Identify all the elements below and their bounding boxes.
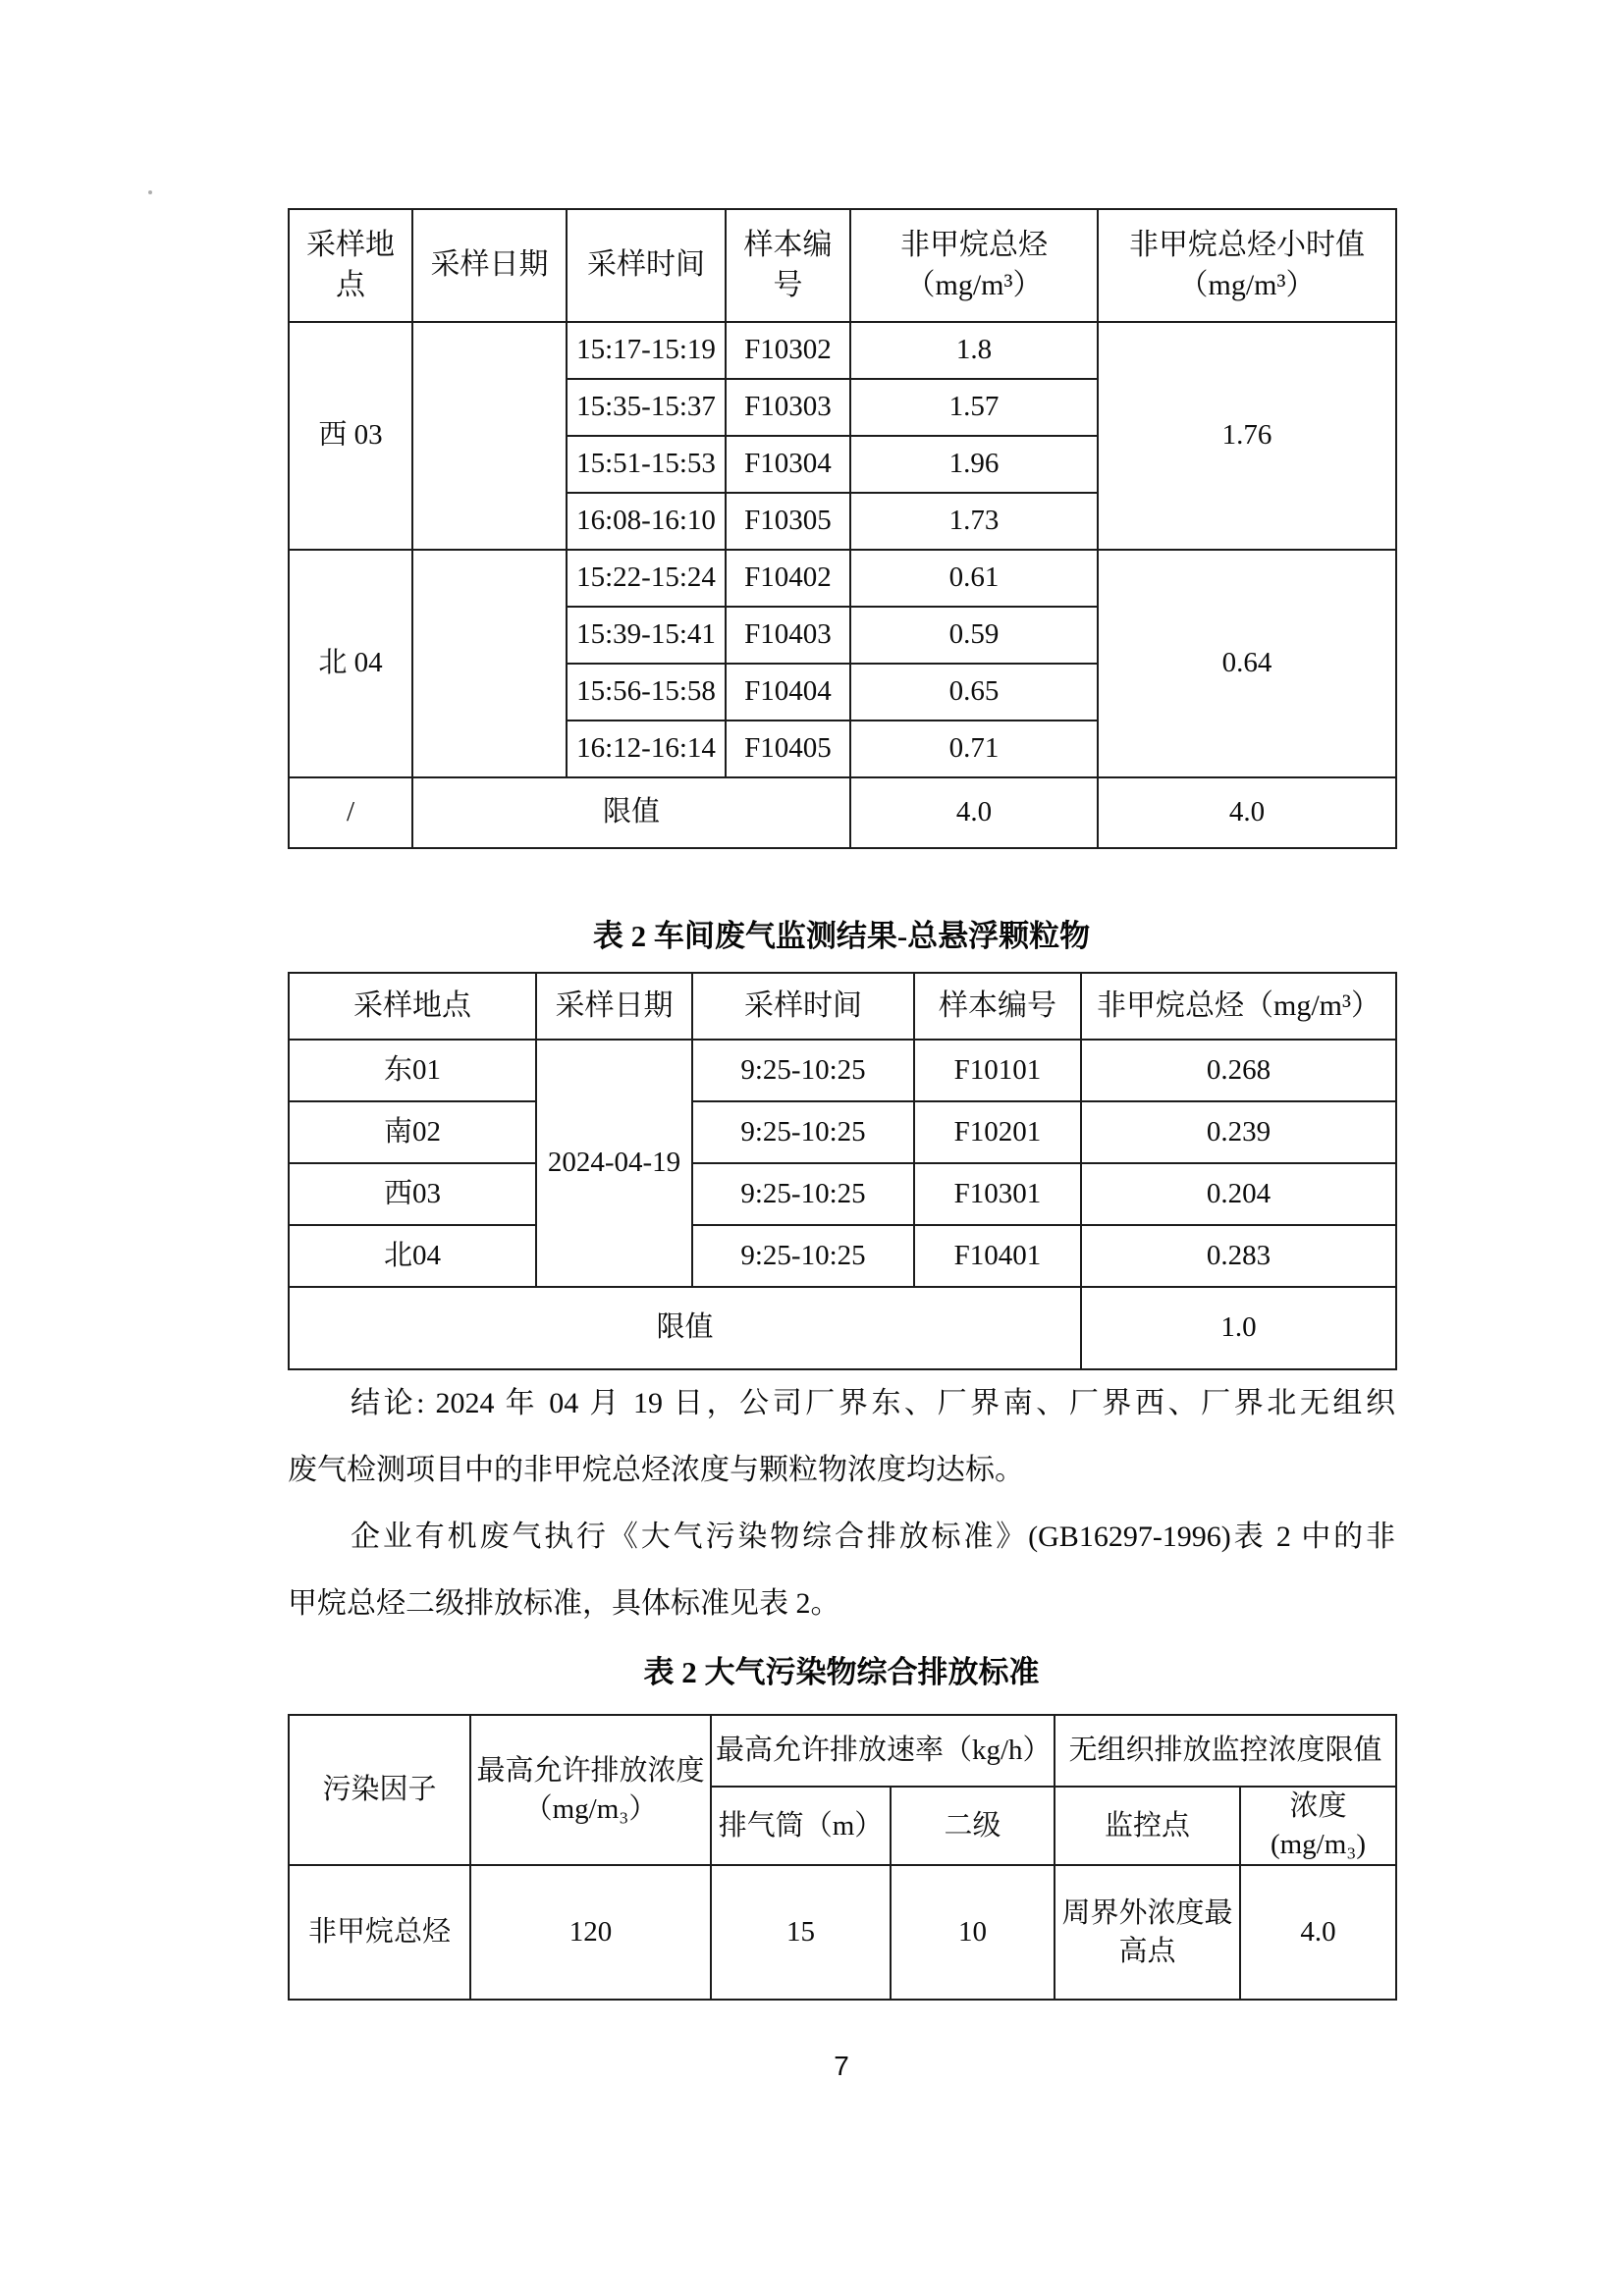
value-cell: 1.8 [850,322,1098,379]
header-nmhc-unit: （mg/m³） [905,268,1043,301]
sample-cell: F10302 [726,322,850,379]
value-cell: 0.239 [1081,1101,1396,1163]
table2-title: 表 2 车间废气监测结果-总悬浮颗粒物 [592,919,1091,953]
table-row [289,1225,1396,1287]
table2-limit-row [289,1287,1396,1369]
empty-date-cell [412,322,567,550]
conclusion-paragraph [288,1370,1395,1637]
location-cell: 西03 [289,1163,536,1225]
header-cell-max-rate: 最高允许排放速率（kg/h） [711,1715,1055,1787]
value-cell: 0.204 [1081,1163,1396,1225]
paragraph-line: 甲烷总烃二级排放标准，具体标准见表 2。 [288,1587,840,1620]
sample-cell: F10405 [726,721,850,777]
location-cell: 北 04 [289,550,412,777]
header-cell-stack-height: 排气筒（m） [711,1787,891,1865]
time-cell: 15:17-15:19 [567,322,726,379]
header-cell-nmhc: 非甲烷总烃（mg/m³） [1081,973,1396,1040]
header-cell-time: 采样时间 [567,209,726,322]
header-cell-factor: 污染因子 [289,1715,470,1865]
limit-hour-value-cell: 4.0 [1098,777,1396,848]
value-cell: 0.268 [1081,1040,1396,1101]
header-cell-monitor-point: 监控点 [1055,1787,1240,1865]
time-cell: 15:35-15:37 [567,379,726,436]
header-cell-location: 采样地点 [289,209,412,322]
value-cell: 0.65 [850,664,1098,721]
page-number: 7 [834,2051,849,2081]
sample-cell: F10403 [726,607,850,664]
sample-cell: F10305 [726,493,850,550]
value-cell: 0.59 [850,607,1098,664]
stack-height-cell: 15 [711,1865,891,2000]
sample-cell: F10404 [726,664,850,721]
value-cell: 1.96 [850,436,1098,493]
paragraph-line: 结论: 2024 年 04 月 19 日，公司厂界东、厂界南、厂界西、厂界北无组织 [351,1387,1395,1419]
grade2-cell: 10 [891,1865,1055,2000]
header-cell-grade2: 二级 [891,1787,1055,1865]
empty-date-cell [412,550,567,777]
header-cell-max-conc: 最高允许排放浓度（mg/m₃） [470,1715,711,1865]
limit-label-cell: 限值 [412,777,850,848]
header-cell-nmhc-hour [1098,209,1396,322]
table-row [289,1101,1396,1163]
table3-title: 表 2 大气污染物综合排放标准 [643,1655,1040,1689]
paragraph-line: 废气检测项目中的非甲烷总烃浓度与颗粒物浓度均达标。 [288,1454,1024,1486]
time-cell: 15:51-15:53 [567,436,726,493]
value-cell: 1.57 [850,379,1098,436]
page-content [288,0,1395,2001]
header-nmhc-hour-label: 非甲烷总烃小时值 [1129,229,1365,261]
value-cell: 0.283 [1081,1225,1396,1287]
table-row [289,1163,1396,1225]
scan-artifact-dot [148,190,152,194]
header-cell-conc: 浓度(mg/m₃) [1240,1787,1396,1865]
table1-nmhc-boundary-results [288,208,1397,849]
time-cell: 9:25-10:25 [692,1101,914,1163]
sample-cell: F10101 [914,1040,1081,1101]
monitor-point-cell: 周界外浓度最高点 [1055,1865,1240,2000]
table2-header-row [289,973,1396,1040]
table-row [289,1040,1396,1101]
table-row [289,1865,1396,2000]
table-row [289,322,1396,379]
header-cell-date: 采样日期 [412,209,567,322]
header-nmhc-hour-unit: （mg/m³） [1178,268,1316,301]
value-cell: 1.73 [850,493,1098,550]
date-cell: 2024-04-19 [536,1040,692,1287]
sample-cell: F10201 [914,1101,1081,1163]
header-nmhc-label: 非甲烷总烃 [900,229,1048,261]
time-cell: 9:25-10:25 [692,1163,914,1225]
paragraph-line: 企业有机废气执行《大气污染物综合排放标准》(GB16297-1996)表 2 中的非 [351,1521,1395,1553]
header-cell-sample-no: 样本编号 [914,973,1081,1040]
location-cell: 南02 [289,1101,536,1163]
limit-location-cell: / [289,777,412,848]
time-cell: 16:08-16:10 [567,493,726,550]
factor-cell: 非甲烷总烃 [289,1865,470,2000]
header-cell-date: 采样日期 [536,973,692,1040]
hour-value-cell: 0.64 [1098,550,1396,777]
table-row [289,550,1396,607]
hour-value-cell: 1.76 [1098,322,1396,550]
time-cell: 15:22-15:24 [567,550,726,607]
limit-value-cell: 4.0 [850,777,1098,848]
sample-cell: F10303 [726,379,850,436]
limit-label-cell: 限值 [289,1287,1081,1369]
table2-workshop-results [288,972,1397,1370]
value-cell: 0.61 [850,550,1098,607]
location-cell: 东01 [289,1040,536,1101]
location-cell: 北04 [289,1225,536,1287]
time-cell: 15:39-15:41 [567,607,726,664]
time-cell: 16:12-16:14 [567,721,726,777]
header-cell-time: 采样时间 [692,973,914,1040]
location-cell: 西 03 [289,322,412,550]
limit-value-cell: 1.0 [1081,1287,1396,1369]
sample-cell: F10301 [914,1163,1081,1225]
header-cell-location: 采样地点 [289,973,536,1040]
sample-cell: F10304 [726,436,850,493]
header-cell-fugitive-limit: 无组织排放监控浓度限值 [1055,1715,1396,1787]
max-conc-cell: 120 [470,1865,711,2000]
conc-value-cell: 4.0 [1240,1865,1396,2000]
header-cell-nmhc [850,209,1098,322]
table1-header-row [289,209,1396,322]
table1-limit-row [289,777,1396,848]
time-cell: 9:25-10:25 [692,1225,914,1287]
sample-cell: F10402 [726,550,850,607]
table3-emission-standard [288,1714,1397,2001]
value-cell: 0.71 [850,721,1098,777]
time-cell: 9:25-10:25 [692,1040,914,1101]
table3-header-row1 [289,1715,1396,1787]
header-cell-sample-no: 样本编号 [726,209,850,322]
time-cell: 15:56-15:58 [567,664,726,721]
sample-cell: F10401 [914,1225,1081,1287]
